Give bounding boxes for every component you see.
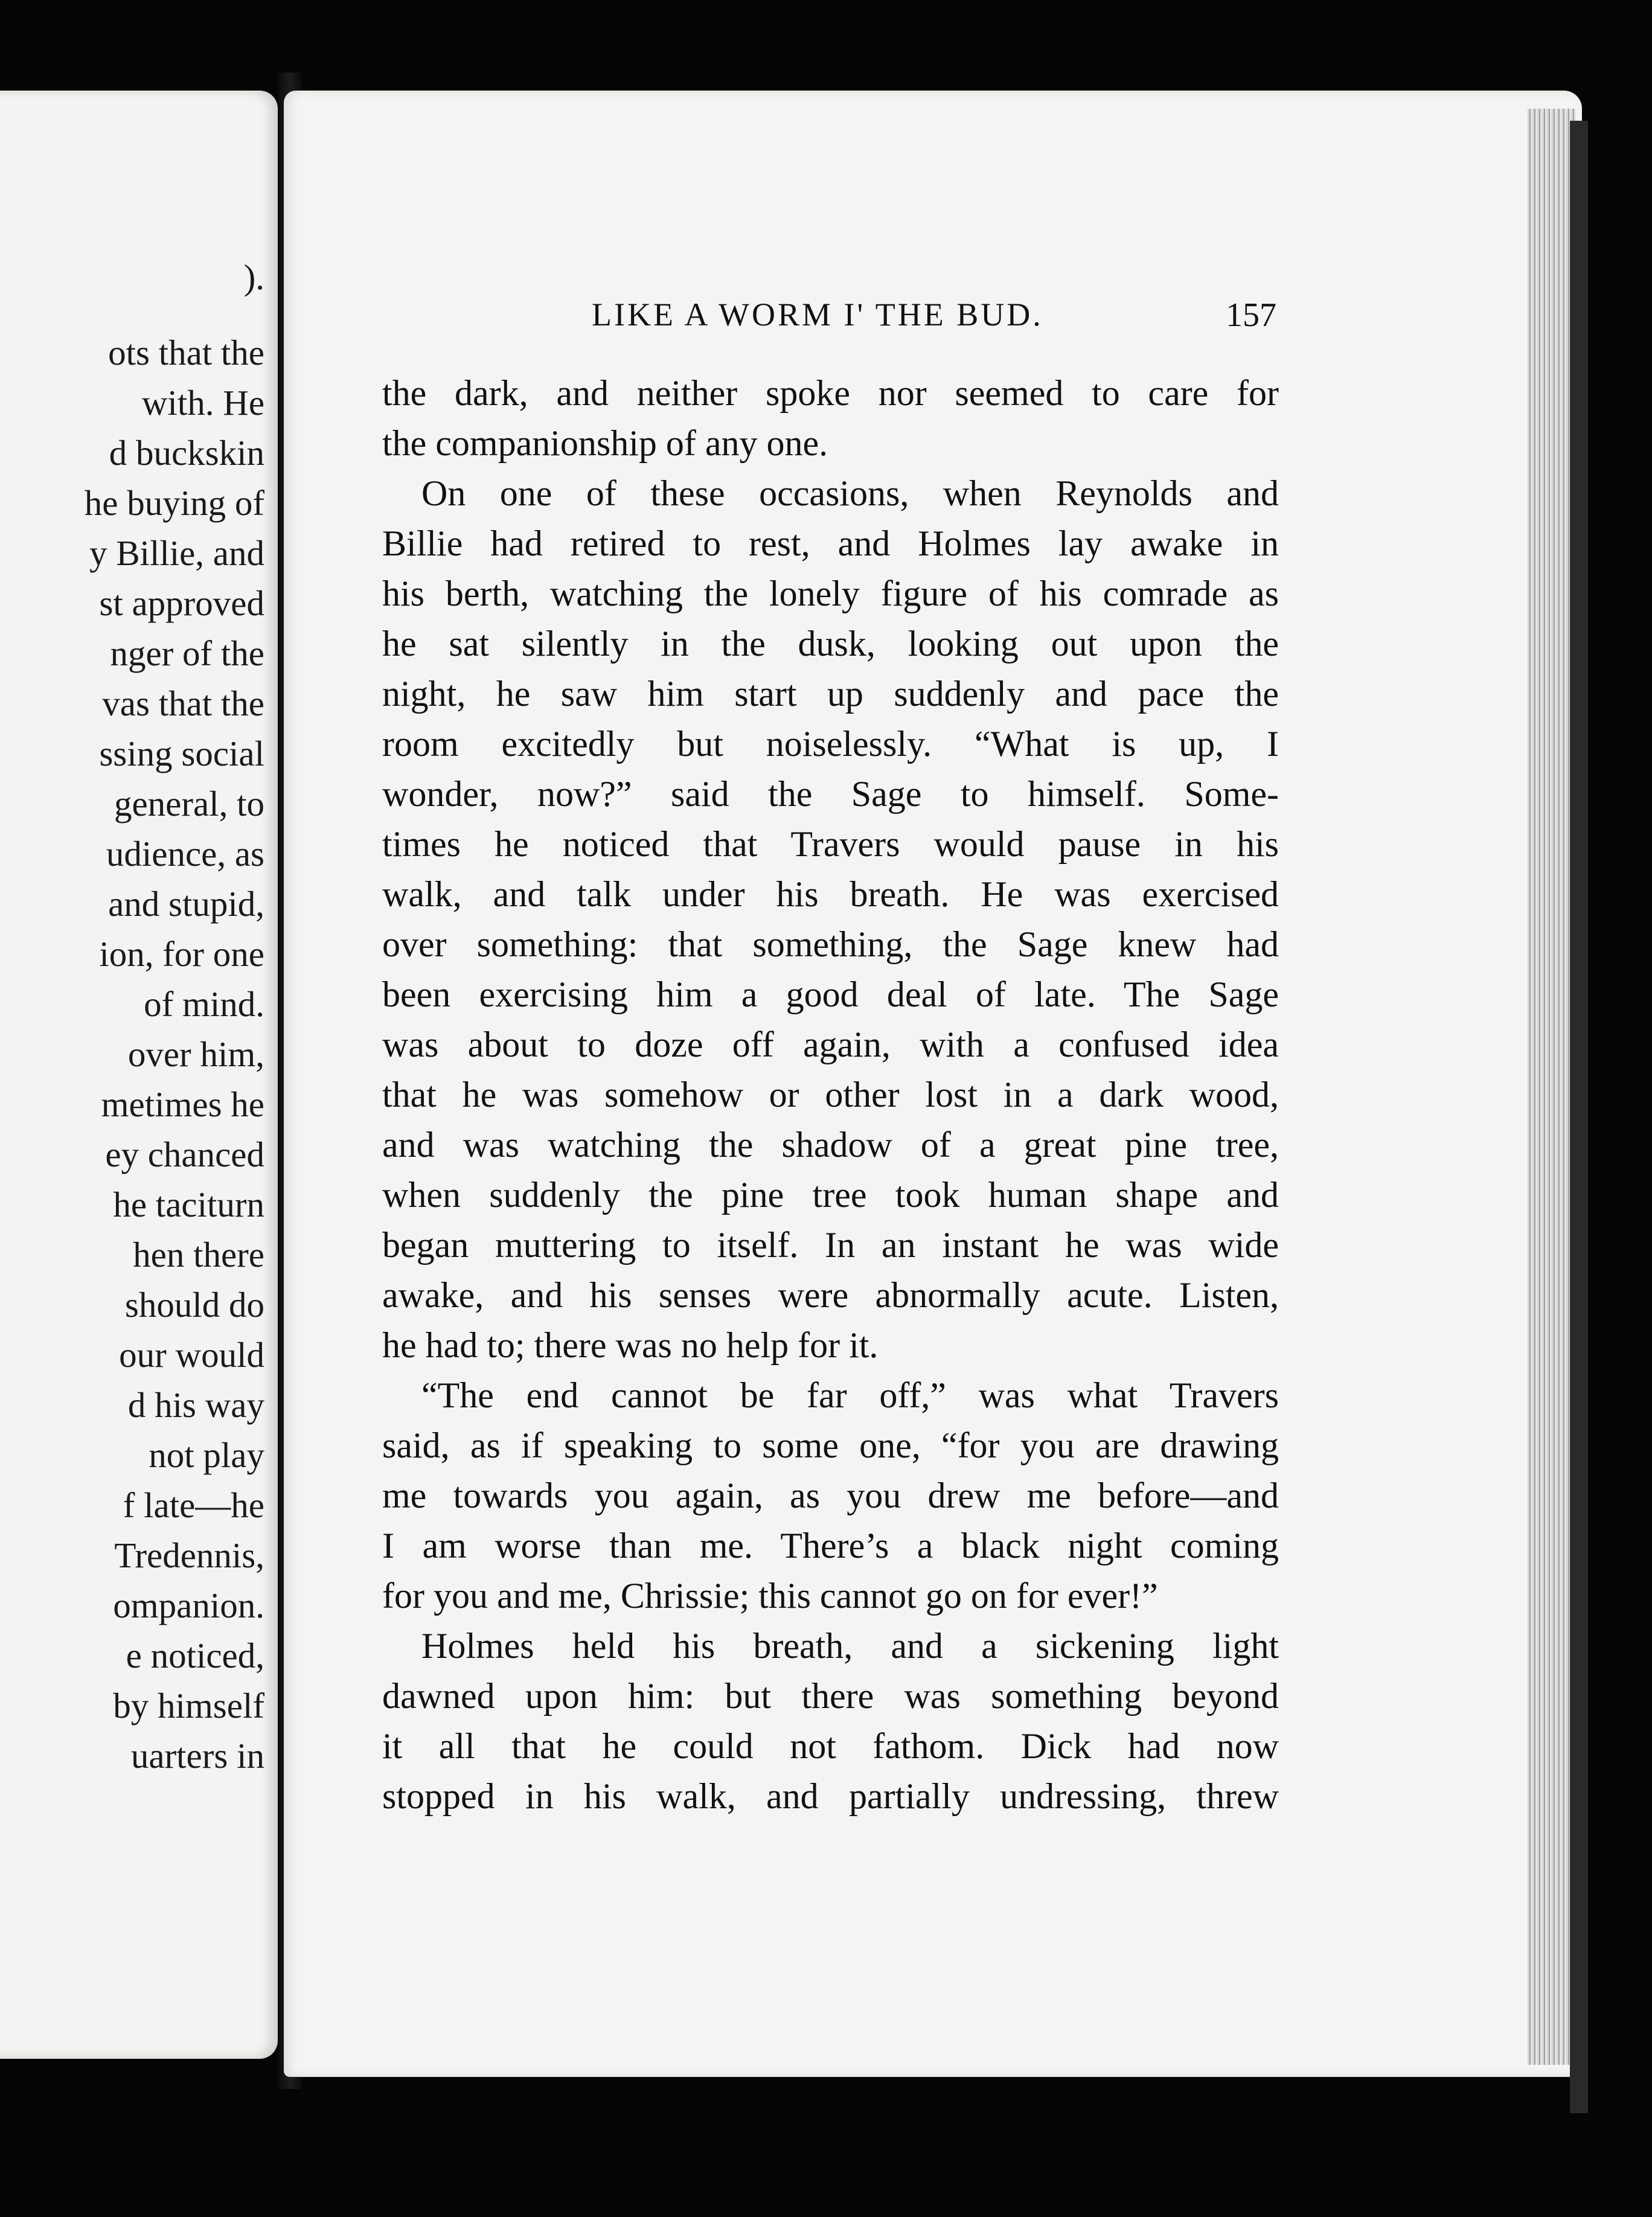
text-line: he sat silently in the dusk, looking out upon the — [382, 624, 1279, 664]
left-page-line: Tredennis, — [114, 1535, 264, 1575]
text-line: that he was somehow or other lost in a dark wood, — [382, 1075, 1279, 1115]
left-page-line: not play — [149, 1435, 264, 1475]
left-page-line: our would — [119, 1335, 264, 1375]
text-line: Holmes held his breath, and a sickening light — [421, 1626, 1279, 1666]
left-page-line: he taciturn — [113, 1185, 264, 1224]
left-page — [0, 91, 278, 2059]
text-line: Billie had retired to rest, and Holmes lay awake in — [382, 523, 1279, 563]
text-line: and was watching the shadow of a great pine tree, — [382, 1125, 1279, 1165]
left-page-line: vas that the — [102, 683, 264, 723]
left-page-line: metimes he — [101, 1084, 264, 1124]
text-line: was about to doze off again, with a confused idea — [382, 1025, 1279, 1064]
text-line: awake, and his senses were abnormally acute. Listen, — [382, 1275, 1279, 1315]
left-page-line: ssing social — [99, 734, 264, 773]
left-page-line: and stupid, — [108, 884, 264, 924]
text-line: walk, and talk under his breath. He was exercised — [382, 874, 1279, 914]
left-page-line: ompanion. — [113, 1585, 264, 1625]
left-page-line: y Billie, and — [89, 533, 264, 573]
body-text — [382, 368, 1279, 1822]
left-page-line: uarters in — [130, 1736, 264, 1776]
text-line: dawned upon him: but there was something beyond — [382, 1676, 1279, 1716]
text-line: began muttering to itself. In an instant he was wide — [382, 1225, 1279, 1265]
text-line: for you and me, Chrissie; this cannot go on for ever!” — [382, 1576, 1158, 1616]
page-edges — [1528, 109, 1576, 2065]
left-page-line: general, to — [114, 784, 264, 824]
left-page-line: st approved — [99, 583, 264, 623]
text-line: been exercising him a good deal of late. The Sage — [382, 974, 1279, 1014]
left-page-line: over him, — [127, 1034, 264, 1074]
left-page-line: he buying of — [84, 483, 264, 523]
text-line: me towards you again, as you drew me before—and — [382, 1476, 1279, 1515]
text-line: his berth, watching the lonely figure of his comrade as — [382, 574, 1279, 613]
left-page-line: d his way — [127, 1385, 264, 1425]
text-line: when suddenly the pine tree took human shape and — [382, 1175, 1279, 1215]
left-page-line: by himself — [113, 1686, 264, 1726]
text-line: the companionship of any one. — [382, 423, 828, 463]
left-page-line: udience, as — [106, 834, 264, 874]
text-line: wonder, now?” said the Sage to himself. Some- — [382, 774, 1279, 814]
text-line: it all that he could not fathom. Dick had now — [382, 1726, 1279, 1766]
text-line: On one of these occasions, when Reynolds and — [421, 473, 1279, 513]
left-page-line: ion, for one — [99, 934, 264, 974]
left-page-line: ey chanced — [105, 1134, 264, 1174]
text-line: over something: that something, the Sage knew had — [382, 924, 1279, 964]
text-line: room excitedly but noiselessly. “What is up, I — [382, 724, 1279, 764]
text-line: said, as if speaking to some one, “for you are drawing — [382, 1425, 1279, 1465]
running-head: LIKE A WORM I' THE BUD. — [592, 296, 1043, 333]
left-page-line: ots that the — [108, 333, 264, 373]
book-cover-edge — [1570, 121, 1588, 2113]
text-line: I am worse than me. There’s a black night coming — [382, 1526, 1279, 1566]
text-line: times he noticed that Travers would pause in his — [382, 824, 1279, 864]
left-page-line: nger of the — [110, 633, 264, 673]
left-page-line: hen there — [133, 1235, 264, 1275]
left-page-line: ). — [243, 257, 264, 297]
left-page-line: of mind. — [144, 984, 264, 1024]
left-page-line: e noticed, — [126, 1636, 264, 1675]
text-line: “The end cannot be far off,” was what Travers — [421, 1375, 1279, 1415]
left-page-line: f late—he — [123, 1485, 264, 1525]
text-line: night, he saw him start up suddenly and pace the — [382, 674, 1279, 714]
left-page-line: with. He — [141, 383, 264, 423]
text-line: stopped in his walk, and partially undressing, threw — [382, 1776, 1279, 1816]
page-number: 157 — [1226, 296, 1276, 334]
left-page-line: should do — [124, 1285, 264, 1325]
left-page-line: d buckskin — [109, 433, 264, 473]
text-line: he had to; there was no help for it. — [382, 1325, 879, 1365]
text-line: the dark, and neither spoke nor seemed to care for — [382, 373, 1279, 413]
